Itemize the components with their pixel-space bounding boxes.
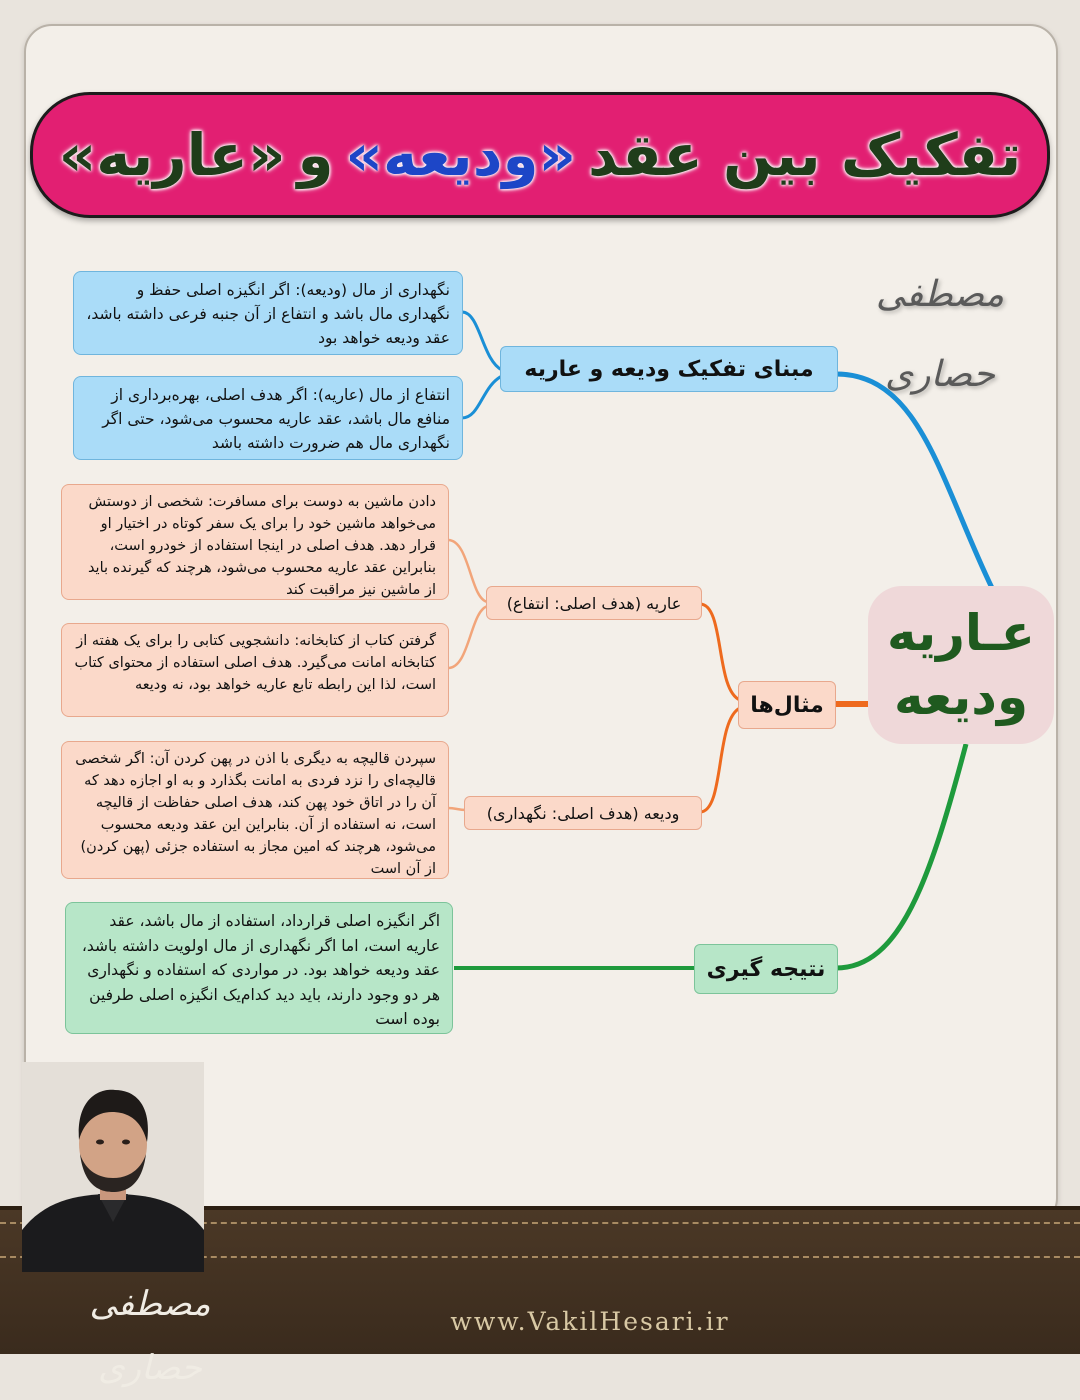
website-url[interactable]: www.VakilHesari.ir [450,1307,730,1336]
basis-item-loan: انتفاع از مال (عاریه): اگر هدف اصلی، بهره‌برداری از منافع مال باشد، عقد عاریه محسوب می‌شود، حتی اگر نگهداری مال هم ضرورت داشته باشد [73,376,463,460]
example-car-loan: دادن ماشین به دوست برای مسافرت: شخصی از دوستش می‌خواهد ماشین خود را برای یک سفر کوتاه در اختیار او قرار دهد. هدف اصلی در اینجا استفاده از خودرو است، بنابراین عقد عاریه محسوب می‌شود، هرچند که گیرنده باید از ماشین نیز مراقبت کند [61,484,449,600]
central-topic-line-1: عـاریه [887,604,1035,662]
author-signature: مصطفی حصاری [875,274,1005,395]
connector-examples-to-sub1 [700,604,740,700]
connector-center-to-basis [836,374,992,588]
title-part-3: و [297,121,334,189]
conclusion-text: اگر انگیزه اصلی قرارداد، استفاده از مال باشد، عقد عاریه است، اما اگر نگهداری از مال اولویت داشته باشد، عقد ودیعه خواهد بود. در مواردی که استفاده و نگهداری هر دو وجود دارند، باید دید کدام‌یک انگیزه اصلی طرفین بوده است [65,902,453,1034]
examples-sub-deposit: ودیعه (هدف اصلی: نگهداری) [464,796,702,830]
footer-signature: مصطفی حصاری [89,1284,211,1388]
central-topic [868,586,1054,744]
example-library-book: گرفتن کتاب از کتابخانه: دانشجویی کتابی را برای یک هفته از کتابخانه امانت می‌گیرد. هدف اصلی استفاده از محتوای کتاب است، لذا این رابطه تابع عاریه خواهد بود، نه ودیعه [61,623,449,717]
central-topic-line-2: ودیعه [893,668,1029,726]
connector-sub1-to-example-1 [448,540,488,602]
title-part-1: تفکیک بین عقد [588,121,1022,189]
connector-sub1-to-example-2 [448,606,488,668]
basis-item-deposit: نگهداری از مال (ودیعه): اگر انگیزه اصلی حفظ و نگهداری مال باشد و انتفاع از آن جنبه فرعی داشته باشد، عقد ودیعه خواهد بود [73,271,463,355]
author-photo [22,1062,204,1272]
connector-examples-to-sub2 [700,708,740,812]
title-part-4: «عاریه» [58,121,286,189]
connector-basis-to-item-2 [462,376,502,418]
examples-node: مثال‌ها [738,681,836,729]
connector-basis-to-item-1 [462,312,502,370]
title-part-2: «ودیعه» [345,121,576,189]
example-rug-deposit: سپردن قالیچه به دیگری با اذن در پهن کردن آن: اگر شخصی قالیچه‌ای را نزد فردی به امانت بگذارد و به او اجازه دهد که آن را در اتاق خود پهن کند، هدف اصلی حفاظت از قالیچه است، نه استفاده از آن. بنابراین این عقد ودیعه محسوب می‌شود، هرچند که امین مجاز به استفاده جزئی (پهن کردن) از آن است [61,741,449,879]
examples-sub-loan: عاریه (هدف اصلی: انتفاع) [486,586,702,620]
connector-center-to-conclusion [836,744,966,968]
conclusion-node: نتیجه گیری [694,944,838,994]
basis-node: مبنای تفکیک ودیعه و عاریه [500,346,838,392]
